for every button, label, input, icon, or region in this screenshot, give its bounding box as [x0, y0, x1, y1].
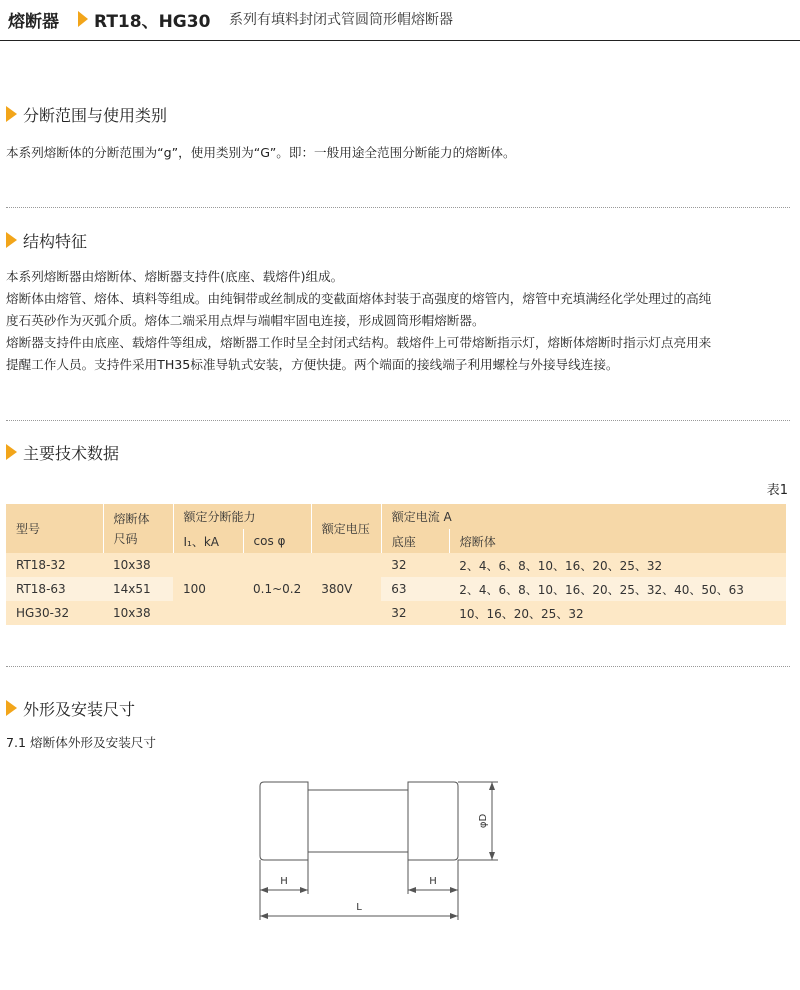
section-title: 分断范围与使用类别: [23, 106, 168, 125]
table-row: [6, 601, 786, 625]
header-cos-phi: cos φ: [243, 529, 311, 553]
cell-base: 32: [381, 553, 449, 577]
table-header-row: [6, 504, 786, 529]
arrow-icon: [260, 887, 268, 893]
cell-fuse: 2、4、6、8、10、16、20、25、32: [449, 553, 786, 577]
paragraph-line: 提醒工作人员。支持件采用TH35标准导轨式安装，方便快捷。两个端面的接线端子利用螺栓与外接导线连接。: [6, 357, 619, 372]
figure-caption: 7.1 熔断体外形及安装尺寸: [6, 735, 156, 750]
header-fuse-size-line2: 尺码: [113, 531, 138, 546]
label-l: L: [356, 902, 362, 913]
dotted-divider: [6, 420, 790, 421]
dotted-divider: [6, 207, 790, 208]
header-fuse: 熔断体: [449, 529, 786, 553]
fuse-right-cap: [408, 782, 458, 860]
header-fuse-size: [103, 504, 173, 553]
paragraph-line: 熔断体由熔管、熔体、填料等组成。由纯铜带或丝制成的变截面熔体封装于高强度的熔管内，熔管中充填满经化学处理过的高纯: [6, 291, 712, 306]
header-rated-voltage: 额定电压: [311, 504, 381, 553]
paragraph-line: 本系列熔断器由熔断体、熔断器支持件(底座、载熔件)组成。: [6, 269, 344, 284]
page-header: [0, 0, 800, 41]
section-title: 外形及安装尺寸: [23, 700, 136, 719]
fuse-body: [308, 790, 408, 852]
header-i1-ka: I₁、kA: [173, 529, 243, 553]
triangle-bullet-icon: [6, 106, 17, 122]
section-title: 主要技术数据: [23, 444, 120, 463]
header-base: 底座: [381, 529, 449, 553]
paragraph-line: 本系列熔断体的分断范围为“g”，使用类别为“G”。即：一般用途全范围分断能力的熔断体。: [6, 145, 516, 160]
dotted-divider: [6, 666, 790, 667]
cell-size: 14x51: [103, 577, 173, 601]
figure-subtitle: [6, 732, 790, 754]
cell-i1-ka: 100: [173, 553, 243, 625]
header-subtitle: 系列有填料封闭式管圆筒形帽熔断器: [229, 12, 453, 28]
cell-base: 32: [381, 601, 449, 625]
arrow-icon: [489, 782, 495, 790]
arrow-icon: [408, 887, 416, 893]
cell-model: RT18-63: [6, 577, 103, 601]
header-models: RT18、HG30: [94, 12, 211, 32]
triangle-bullet-icon: [6, 700, 17, 716]
header-model: 型号: [6, 504, 103, 553]
header-rated-current: 额定电流 A: [381, 504, 786, 529]
cell-fuse: 10、16、20、25、32: [449, 601, 786, 625]
arrow-icon: [450, 887, 458, 893]
paragraph-line: 熔断器支持件由底座、载熔件等组成，熔断器工作时呈全封闭式结构。载熔件上可带熔断指示灯，熔断体熔断时指示灯点亮用来: [6, 335, 712, 350]
header-breaking-capacity: 额定分断能力: [173, 504, 311, 529]
cell-voltage: 380V: [311, 553, 381, 625]
label-h-right: H: [429, 876, 437, 887]
arrow-icon: [260, 913, 268, 919]
arrow-icon: [489, 852, 495, 860]
header-fuse-size-line1: 熔断体: [113, 511, 150, 526]
triangle-bullet-icon: [6, 444, 17, 460]
cell-model: RT18-32: [6, 553, 103, 577]
fuse-dimension-drawing: [230, 768, 530, 928]
header-category: 熔断器: [8, 12, 59, 32]
cell-size: 10x38: [103, 553, 173, 577]
table-row: [6, 577, 786, 601]
table-caption: 表1: [766, 483, 788, 498]
cell-base: 63: [381, 577, 449, 601]
label-d: φD: [478, 813, 489, 829]
section-title: 结构特征: [23, 232, 88, 251]
header-arrow-icon: [78, 11, 88, 27]
fuse-left-cap: [260, 782, 308, 860]
cell-cos-phi: 0.1~0.2: [243, 553, 311, 625]
triangle-bullet-icon: [6, 232, 17, 248]
cell-size: 10x38: [103, 601, 173, 625]
arrow-icon: [300, 887, 308, 893]
paragraph-line: 度石英砂作为灭弧介质。熔体二端采用点焊与端帽牢固电连接，形成圆筒形帽熔断器。: [6, 313, 485, 328]
cell-fuse: 2、4、6、8、10、16、20、25、32、40、50、63: [449, 577, 786, 601]
section-text-breaking-range: [6, 142, 790, 164]
table-row: [6, 553, 786, 577]
spec-table: [6, 504, 786, 625]
cell-model: HG30-32: [6, 601, 103, 625]
label-h-left: H: [280, 876, 288, 887]
arrow-icon: [450, 913, 458, 919]
section-text-structure: [6, 266, 790, 376]
